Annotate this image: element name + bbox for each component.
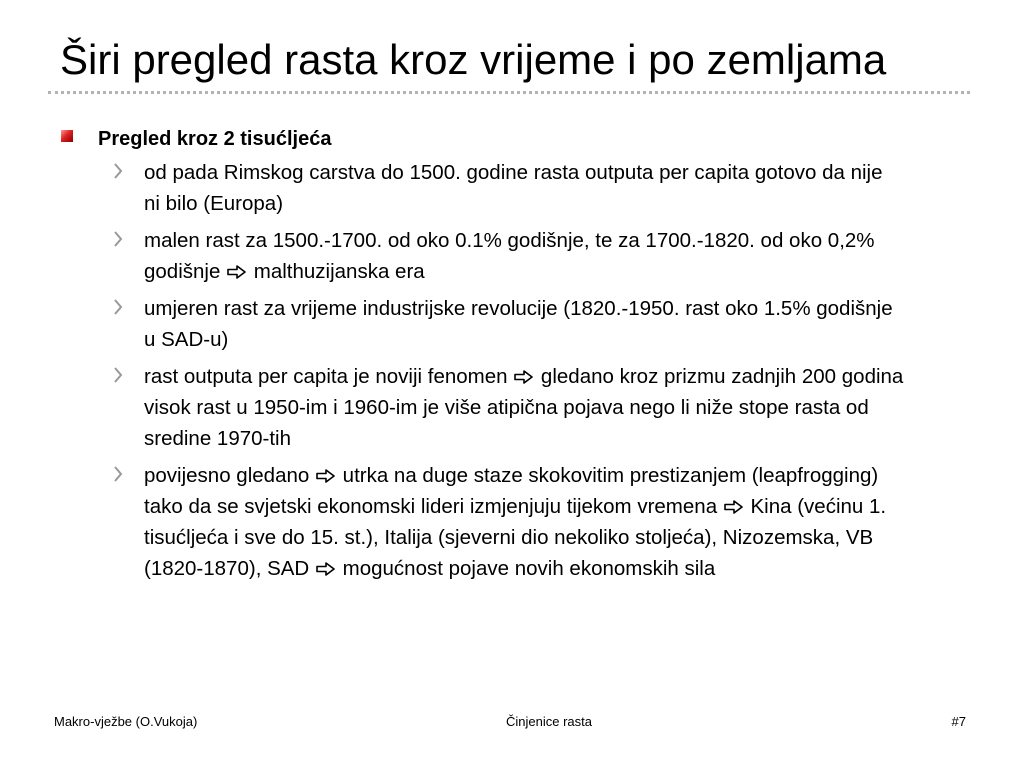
slide-content (58, 125, 978, 590)
red-square-bullet-icon (61, 130, 73, 142)
footer-topic: Činjenice rasta (506, 714, 592, 729)
footer-slide-number: #7 (951, 714, 966, 729)
hollow-right-arrow-icon (514, 370, 534, 384)
bullet-level1 (58, 125, 978, 153)
hollow-right-arrow-icon (316, 562, 336, 576)
text-segment: mogućnost pojave novih ekonomskih sila (336, 557, 716, 580)
chevron-right-icon (110, 227, 126, 251)
sub-bullet-list (58, 157, 978, 584)
chevron-right-icon (110, 295, 126, 319)
sub-bullet-item (58, 225, 904, 287)
footer-author: Makro-vježbe (O.Vukoja) (54, 714, 198, 729)
sub-bullet-text (144, 157, 904, 219)
hollow-right-arrow-icon (227, 265, 247, 279)
sub-bullet-item (58, 361, 904, 454)
text-segment: povijesno gledano (144, 464, 315, 487)
sub-bullet-text (144, 361, 904, 454)
bullet-heading: Pregled kroz 2 tisućljeća (98, 128, 332, 150)
text-segment: od pada Rimskog carstva do 1500. godine rasta outputa per capita gotovo da nije ni bilo (Europa) (144, 161, 883, 215)
sub-bullet-item (58, 157, 904, 219)
sub-bullet-text (144, 460, 904, 584)
chevron-right-icon (110, 363, 126, 387)
sub-bullet-text (144, 293, 904, 355)
title-divider (48, 91, 970, 94)
hollow-right-arrow-icon (724, 500, 744, 514)
hollow-right-arrow-icon (316, 469, 336, 483)
text-segment: utrka na duge staze skokovitim prestizanjem (leapfrogging) tako da se svjetski ekonomski lideri izmjenjuju tijekom vremena (144, 464, 879, 518)
text-segment: Kina (većinu 1. tisućljeća i sve do 15. st.), Italija (sjeverni dio nekoliko stoljeća), Nizozemska, VB (1820-1870), SAD (144, 495, 887, 580)
sub-bullet-text (144, 225, 904, 287)
text-segment: gledano kroz prizmu zadnjih 200 godina visok rast u 1950-im i 1960-im je više atipična pojava nego li niže stope rasta od sredine 1970-tih (144, 365, 904, 450)
text-segment: malthuzijanska era (248, 260, 425, 283)
text-segment: rast outputa per capita je noviji fenomen (144, 365, 514, 388)
chevron-right-icon (110, 462, 126, 486)
text-segment: umjeren rast za vrijeme industrijske revolucije (1820.-1950. rast oko 1.5% godišnje u SAD-u) (144, 297, 893, 351)
slide-title: Širi pregled rasta kroz vrijeme i po zemljama (60, 36, 887, 83)
chevron-right-icon (110, 159, 126, 183)
sub-bullet-item (58, 293, 904, 355)
sub-bullet-item (58, 460, 904, 584)
text-segment: malen rast za 1500.-1700. od oko 0.1% godišnje, te za 1700.-1820. od oko 0,2% godišnje (144, 229, 875, 283)
